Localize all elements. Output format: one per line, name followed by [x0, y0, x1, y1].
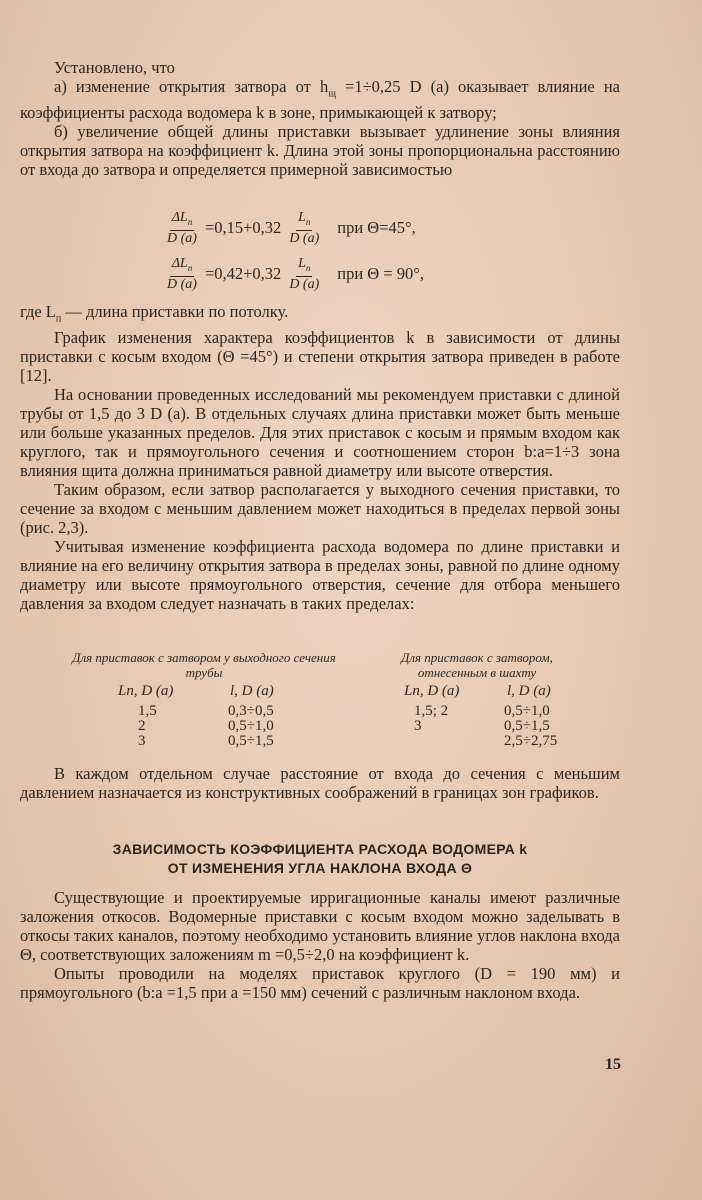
f2-num2: L [298, 256, 306, 271]
item-a-rest: =1÷0,25 D (а) оказывает влияние на коэффициенты расхода водомера k в зоне, примыкающей к затвору; [20, 77, 621, 123]
left-ln-2: 2 [138, 718, 146, 734]
main-body [20, 302, 620, 613]
para-each-case-block [20, 764, 620, 802]
left-l-3: 0,5÷1,5 [228, 733, 274, 749]
f1-eq: =0,15+0,32 [204, 218, 282, 238]
right-ln-1: 1,5; 2 [414, 703, 449, 719]
formula1-frac1 [165, 210, 199, 247]
where-sub: п [55, 313, 62, 325]
intro-line: Установлено, что [54, 58, 175, 77]
para-recommend: На основании проведенных исследований мы рекомендуем приставки с длиной трубы от 1,5 до 3 D (а). В отдельных случаях длина приставки может быть меньше или больше указанных пределов. Для этих приставок с косым и прямым входом как круглого, так и прямоугольного сечения и соотношением сторон b:a=1÷3 зона влияния щита должна приниматься равной диаметру или высоте отверстия. [20, 385, 620, 481]
formula1-frac2 [287, 210, 321, 247]
item-a-sub: щ [328, 88, 336, 100]
f1-num2-sub: п [305, 216, 311, 227]
para-thus: Таким образом, если затвор располагается у выходного сечения приставки, то сечение за входом с меньшим давлением может находиться в пределах первой зоны (рис. 2,3). [20, 480, 620, 538]
heading-line-2: ОТ ИЗМЕНЕНИЯ УГЛА НАКЛОНА ВХОДА Θ [167, 860, 473, 876]
f1-num2: L [298, 210, 306, 225]
heading-line-1: ЗАВИСИМОСТЬ КОЭФФИЦИЕНТА РАСХОДА ВОДОМЕРА k [112, 841, 528, 857]
f2-num-sub: п [187, 262, 193, 273]
right-l-2: 0,5÷1,5 [504, 718, 550, 734]
para-each-case: В каждом отдельном случае расстояние от входа до сечения с меньшим давлением назначается из конструктивных соображений в границах зон графиков. [20, 764, 620, 802]
f1-den: D (a) [167, 230, 197, 246]
formula2-frac1 [165, 256, 199, 293]
f2-den2: D (a) [289, 276, 320, 292]
section-heading [20, 840, 620, 878]
where-text: где L [20, 302, 56, 321]
para-experiments: Опыты проводили на моделях приставок круглого (D = 190 мм) и прямоугольного (b:a =1,5 при a =150 мм) сечений с различным наклоном входа. [20, 964, 620, 1002]
f2-cond: при Θ = 90°, [337, 264, 424, 284]
f1-num: ΔL [171, 210, 188, 225]
col-ln-right: Lп, D (а) [404, 683, 460, 699]
table-left-head: Для приставок с затвором у выходного сечения трубы [72, 650, 336, 680]
right-ln-2: 3 [414, 718, 422, 734]
col-ln-left: Lп, D (а) [118, 683, 174, 699]
left-ln-3: 3 [138, 733, 146, 749]
where-line [20, 302, 620, 328]
f1-num-sub: п [187, 216, 193, 227]
f2-num: ΔL [171, 256, 188, 271]
formula-45 [165, 210, 416, 247]
formula-90 [165, 256, 424, 293]
item-b: б) увеличение общей длины приставки вызывает удлинение зоны влияния открытия затвора на коэффициент k. Длина этой зоны пропорциональна расстоянию от входа до затвора и определяется примерной зависимостью [20, 122, 620, 180]
left-l-2: 0,5÷1,0 [228, 718, 274, 734]
para-canals: Существующие и проектируемые ирригационные каналы имеют различные заложения откосов. Водомерные приставки с косым входом можно заделывать в откосы таких каналов, поэтому необходимо установить влияние углов наклона входа Θ, соответствующих заложениям m =0,5÷2,0 на коэффициент k. [20, 888, 620, 964]
f1-den2: D (a) [289, 230, 320, 246]
col-l-left: l, D (а) [230, 683, 274, 699]
f2-eq: =0,42+0,32 [204, 264, 282, 284]
intro-block [20, 58, 620, 179]
item-a-text: а) изменение открытия затвора от h [54, 77, 329, 96]
formula2-frac2 [287, 256, 321, 293]
f1-cond: при Θ=45°, [337, 218, 416, 238]
page-number: 15 [605, 1056, 621, 1073]
left-ln-1: 1,5 [138, 703, 157, 719]
left-l-1: 0,3÷0,5 [228, 703, 274, 719]
section-body [20, 888, 620, 1002]
where-rest: — длина приставки по потолку. [61, 302, 289, 321]
para-considering: Учитывая изменение коэффициента расхода водомера по длине приставки и влияние на его величину открытия затвора в пределах зоны, равной по длине одному диаметру или высоте прямоугольного отверстия, сечение для отбора меньшего давления за входом следует назначать в таких пределах: [20, 537, 620, 614]
col-l-right: l, D (а) [507, 683, 551, 699]
f2-den: D (a) [167, 276, 197, 292]
item-a [20, 77, 620, 122]
para-graph: График изменения характера коэффициентов k в зависимости от длины приставки с косым входом (Θ =45°) и степени открытия затвора приведен в работе [12]. [20, 328, 620, 386]
right-l-3: 2,5÷2,75 [504, 733, 558, 749]
right-l-1: 0,5÷1,0 [504, 703, 550, 719]
table-right-head: Для приставок с затвором, отнесенным в шахту [401, 650, 553, 680]
f2-num2-sub: п [305, 262, 311, 273]
